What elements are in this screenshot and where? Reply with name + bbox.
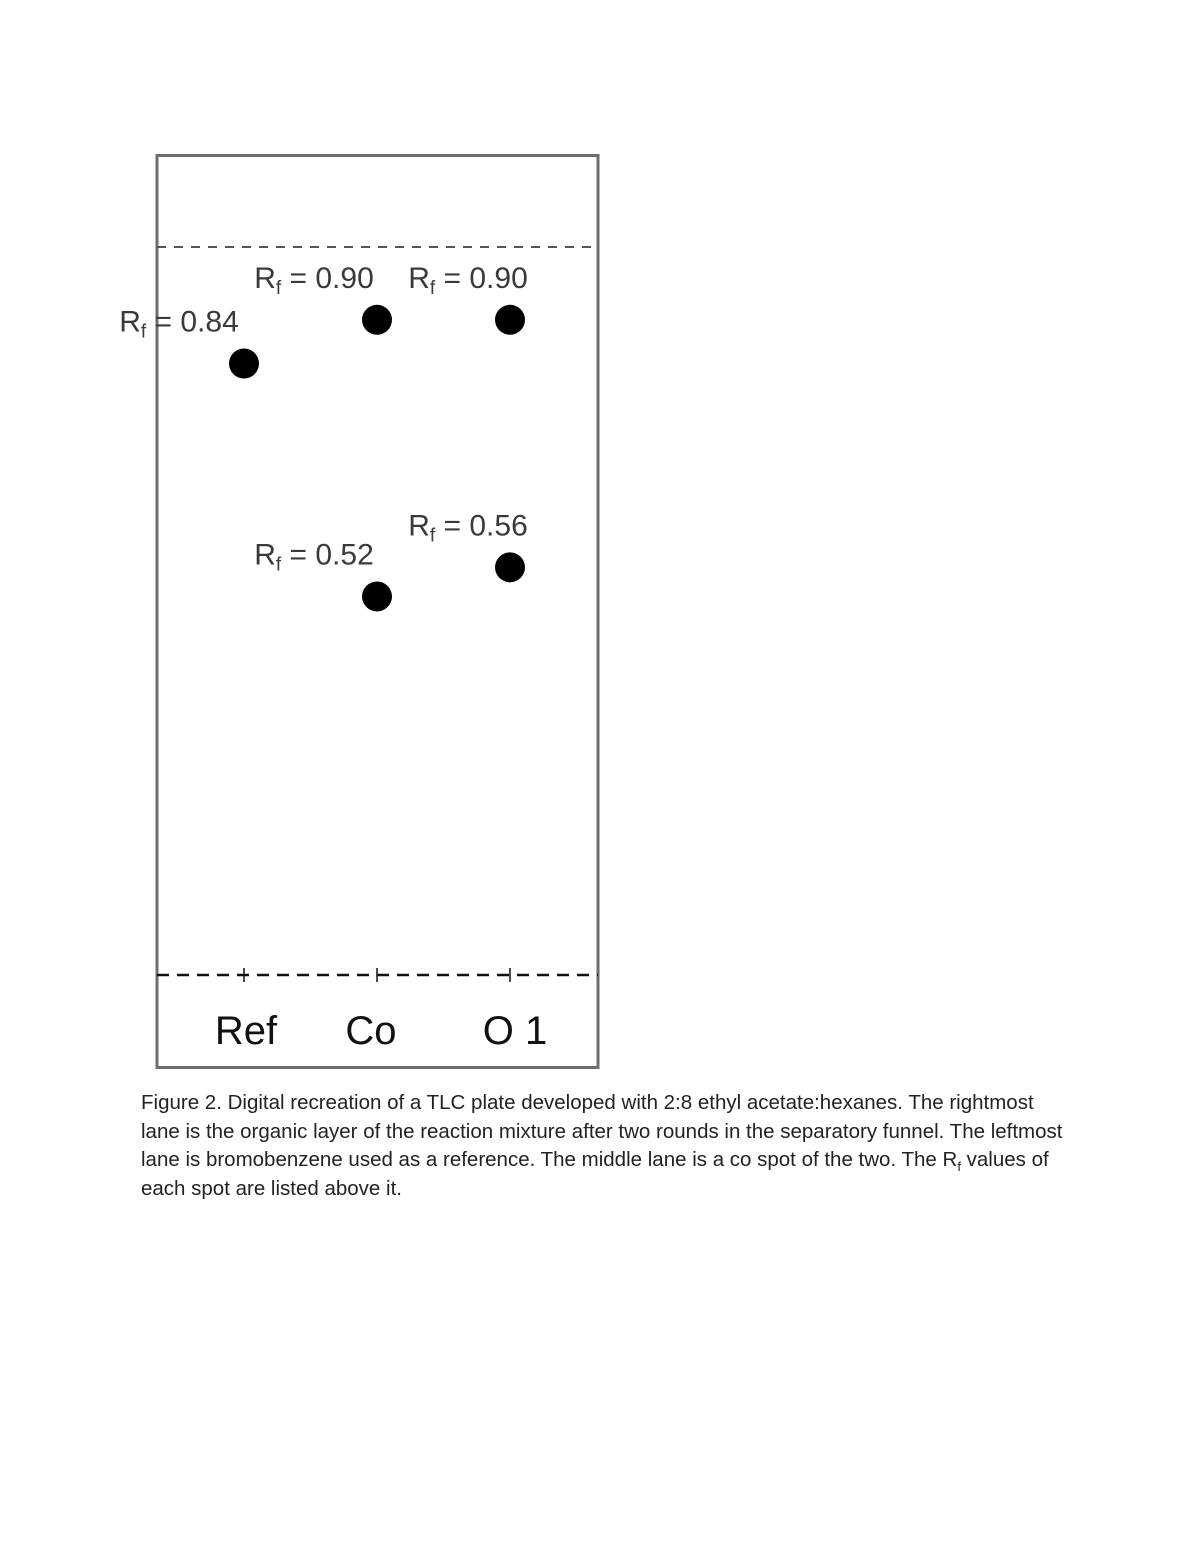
lane-labels (215, 1009, 547, 1053)
lane-label-co: Co (345, 1009, 397, 1053)
caption-subscript: f (957, 1159, 961, 1175)
spot-o1-4 (495, 552, 525, 582)
caption-text-end: values of each spot are listed above it. (141, 1148, 1049, 1200)
lane-label-o1: O 1 (482, 1009, 548, 1053)
rf-label: $R_f = 0.84$ (119, 305, 239, 343)
lane-label-ref: Ref (214, 1009, 278, 1053)
tlc-plate (157, 156, 598, 1068)
rf-label: $R_f = 0.52$ (254, 538, 374, 576)
spot-o1-3 (495, 305, 525, 335)
figure-caption (141, 1089, 1071, 1203)
rf-label: $R_f = 0.90$ (408, 261, 528, 299)
spot-ref-0 (229, 348, 259, 378)
caption-text: Figure 2. Digital recreation of a TLC plate developed with 2:8 ethyl acetate:hexanes. The rightmost lane is the organic layer of the reaction mixture after two rounds in the separatory funnel. The leftmost lane is bromobenzene used as a reference. The middle lane is a co spot of the two. The R (141, 1091, 1063, 1171)
spot-co-2 (362, 581, 392, 611)
rf-label: $R_f = 0.90$ (254, 261, 374, 299)
spot-co-1 (362, 305, 392, 335)
rf-label: $R_f = 0.56$ (408, 509, 528, 547)
